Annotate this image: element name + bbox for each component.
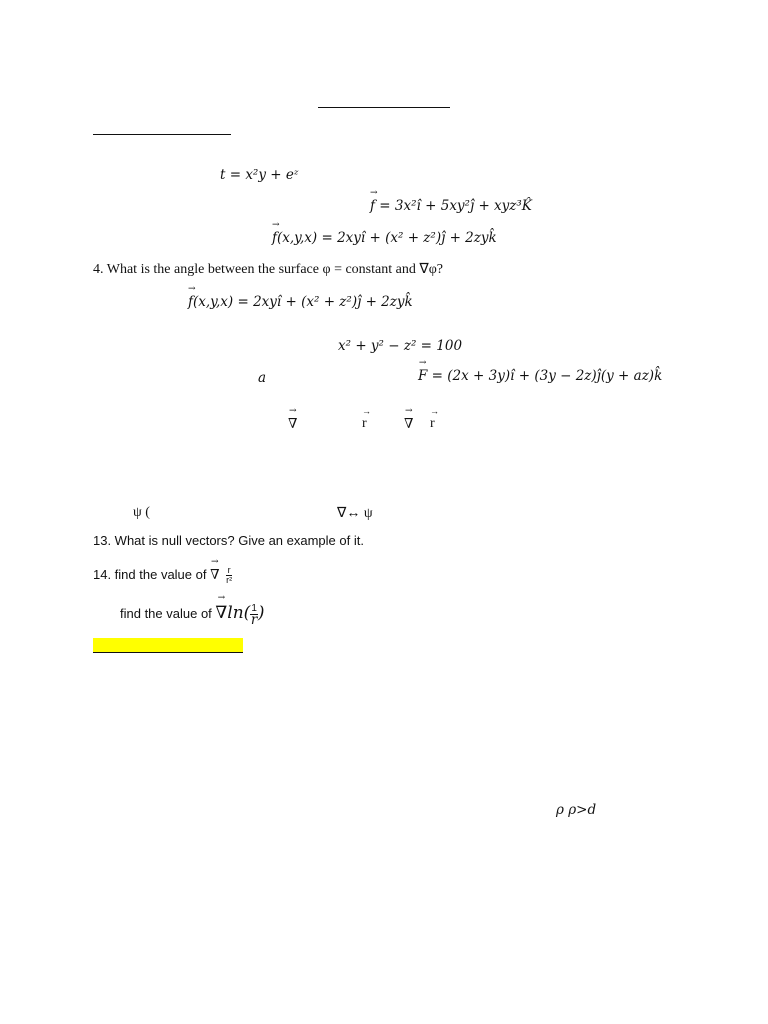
r-vector-2: → r xyxy=(430,416,435,432)
question-15-text: find the value of xyxy=(120,606,212,621)
nabla-symbol: → ∇ xyxy=(210,567,219,583)
equation-f-vector-1 xyxy=(370,198,532,214)
vector-f: → f xyxy=(370,198,375,214)
equation-f2-rhs: 2xyî + (x² + z²)ĵ + 2zyk̂ xyxy=(337,230,497,246)
equation-t: t = x²y + eᶻ xyxy=(220,167,299,183)
question-13: 13. What is null vectors? Give an example of it. xyxy=(93,533,364,548)
psi-fragment: ψ ( xyxy=(133,505,150,520)
question-14-text: 14. find the value of xyxy=(93,566,207,582)
rho-expression: ρ ρ>d xyxy=(556,802,597,818)
fraction-denominator: r² xyxy=(226,575,233,585)
question-14 xyxy=(93,566,232,585)
equation-f-vector-3 xyxy=(188,294,413,310)
fraction-one-over-r xyxy=(250,603,258,629)
nabla-symbol-2: → ∇ xyxy=(404,416,413,432)
equation-f1-rhs: = 3x²î + 5xy²ĵ + xyz³K̂ xyxy=(379,198,532,214)
nabla-psi-fragment: ∇↔ ψ xyxy=(337,506,373,521)
nabla-symbol-1: → ∇ xyxy=(288,416,297,432)
nabla-symbol: → ∇ xyxy=(215,603,227,623)
close-paren: ) xyxy=(257,603,265,623)
r-vector-1: → r xyxy=(362,416,367,432)
title-underline xyxy=(318,107,450,108)
equation-F-vector xyxy=(418,368,662,384)
fraction-numerator: 1 xyxy=(251,603,257,615)
highlighted-heading-underline xyxy=(93,652,243,653)
equation-surface: x² + y² − z² = 100 xyxy=(338,338,463,354)
ln-expression: ln( xyxy=(227,603,251,623)
variable-a: a xyxy=(258,370,267,386)
equation-f2-lhs: (x,y,x) = xyxy=(277,230,333,246)
equation-f-vector-2 xyxy=(272,230,497,246)
question-4: 4. What is the angle between the surface φ = constant and ∇φ? xyxy=(93,262,443,277)
fraction-denominator: r xyxy=(250,612,258,629)
fraction-r-over-r-squared xyxy=(226,566,232,585)
vector-f: → f xyxy=(272,230,277,246)
equation-F-rhs: = (2x + 3y)î + (3y − 2z)ĵ(y + az)k̂ xyxy=(431,368,663,384)
fraction-numerator: r xyxy=(227,565,231,575)
equation-f3-rhs: 2xyî + (x² + z²)ĵ + 2zyk̂ xyxy=(253,294,413,310)
question-15 xyxy=(120,603,265,629)
equation-f3-lhs: (x,y,x) = xyxy=(193,294,249,310)
vector-f: → f xyxy=(188,294,193,310)
vector-F: → F xyxy=(418,368,427,384)
highlighted-heading xyxy=(93,638,243,652)
section-heading-underline xyxy=(93,134,231,135)
